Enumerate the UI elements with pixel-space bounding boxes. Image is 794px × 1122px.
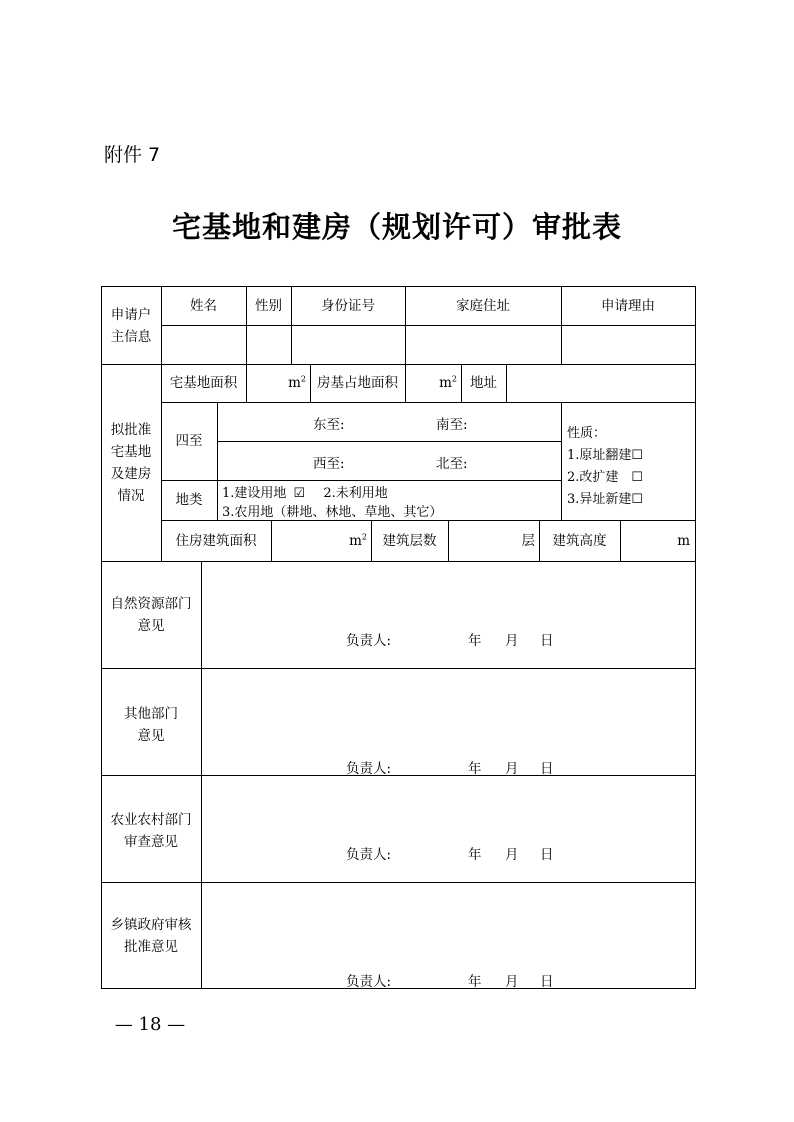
home-address-field[interactable] — [406, 326, 561, 364]
building-area-label: 住房建筑面积 — [175, 532, 257, 549]
col-header-id-number: 身份证号 — [321, 297, 375, 314]
height-label: 建筑高度 — [552, 532, 607, 549]
height-unit: m — [677, 532, 690, 549]
address-label: 地址 — [470, 375, 497, 391]
nature-option-relocate[interactable]: 3.异址新建☐ — [567, 492, 644, 507]
agriculture-opinion-label: 农业农村部门 审查意见 — [110, 812, 192, 850]
land-type-construction: 1.建设用地 — [222, 486, 287, 501]
land-type-unused: 2.未利用地 — [323, 486, 388, 501]
address-field[interactable] — [507, 364, 695, 402]
year-label: 年 — [468, 633, 482, 649]
month-label: 月 — [505, 761, 519, 777]
nature-option-rebuild[interactable]: 1.原址翻建☐ — [567, 448, 644, 463]
page-number: — 18 — — [114, 1014, 186, 1035]
month-label: 月 — [505, 633, 519, 649]
footprint-area-unit: $m^2$ — [439, 374, 457, 391]
land-type-agricultural: 3.农用地（耕地、林地、草地、其它） — [222, 505, 443, 520]
building-area-unit: $m^2$ — [349, 532, 367, 549]
site-area-field[interactable] — [247, 364, 306, 402]
checked-box-icon[interactable]: ☑ — [293, 486, 306, 501]
floors-field[interactable] — [449, 520, 535, 561]
other-departments-opinion-label: 其他部门 意见 — [124, 706, 178, 744]
nature-options — [567, 423, 643, 511]
approval-section-label: 拟批准 宅基地 及建房 情况 — [110, 421, 152, 504]
responsible-person-label: 负责人: — [346, 847, 392, 863]
col-header-gender: 性别 — [255, 297, 282, 314]
day-label: 日 — [540, 633, 554, 649]
year-label: 年 — [468, 847, 482, 863]
footprint-area-label: 房基占地面积 — [317, 375, 398, 391]
reason-field[interactable] — [562, 326, 695, 364]
col-header-home-address: 家庭住址 — [456, 297, 510, 314]
natural-resources-opinion-field[interactable] — [202, 562, 695, 668]
gender-field[interactable] — [247, 326, 291, 364]
day-label: 日 — [540, 761, 554, 777]
boundaries-label: 四至 — [175, 433, 203, 449]
land-type-label: 地类 — [175, 492, 203, 508]
height-field[interactable] — [621, 520, 690, 561]
nature-option-expand[interactable]: 2.改扩建 ☐ — [567, 470, 644, 485]
north-boundary-label: 北至: — [436, 456, 468, 472]
id-number-field[interactable] — [292, 326, 405, 364]
floors-unit: 层 — [521, 532, 535, 549]
agriculture-opinion-field[interactable] — [202, 776, 695, 882]
attachment-label: 附件 7 — [104, 144, 161, 166]
east-boundary-label: 东至: — [313, 417, 345, 433]
name-field[interactable] — [162, 326, 246, 364]
year-label: 年 — [468, 761, 482, 777]
col-header-name: 姓名 — [190, 297, 217, 314]
floors-label: 建筑层数 — [382, 532, 437, 549]
township-approval-opinion-field[interactable] — [202, 883, 695, 988]
day-label: 日 — [540, 974, 554, 990]
form-title: 宅基地和建房（规划许可）审批表 — [171, 210, 622, 244]
applicant-section-label: 申请户 主信息 — [110, 306, 152, 345]
footprint-area-field[interactable] — [406, 364, 457, 402]
month-label: 月 — [505, 974, 519, 990]
natural-resources-opinion-label: 自然资源部门 意见 — [110, 596, 192, 634]
other-departments-opinion-field[interactable] — [202, 669, 695, 775]
site-area-label: 宅基地面积 — [169, 375, 238, 391]
west-boundary-label: 西至: — [313, 456, 345, 472]
day-label: 日 — [540, 847, 554, 863]
site-area-unit: $m^2$ — [288, 374, 306, 391]
township-approval-opinion-label: 乡镇政府审核 批准意见 — [110, 917, 192, 955]
col-header-reason: 申请理由 — [601, 297, 655, 314]
responsible-person-label: 负责人: — [346, 974, 392, 990]
year-label: 年 — [468, 974, 482, 990]
land-type-options-line1 — [222, 482, 388, 501]
responsible-person-label: 负责人: — [346, 761, 392, 777]
responsible-person-label: 负责人: — [346, 633, 392, 649]
nature-label: 性质： — [567, 426, 607, 441]
month-label: 月 — [505, 847, 519, 863]
building-area-field[interactable] — [272, 520, 367, 561]
south-boundary-label: 南至: — [436, 417, 468, 433]
